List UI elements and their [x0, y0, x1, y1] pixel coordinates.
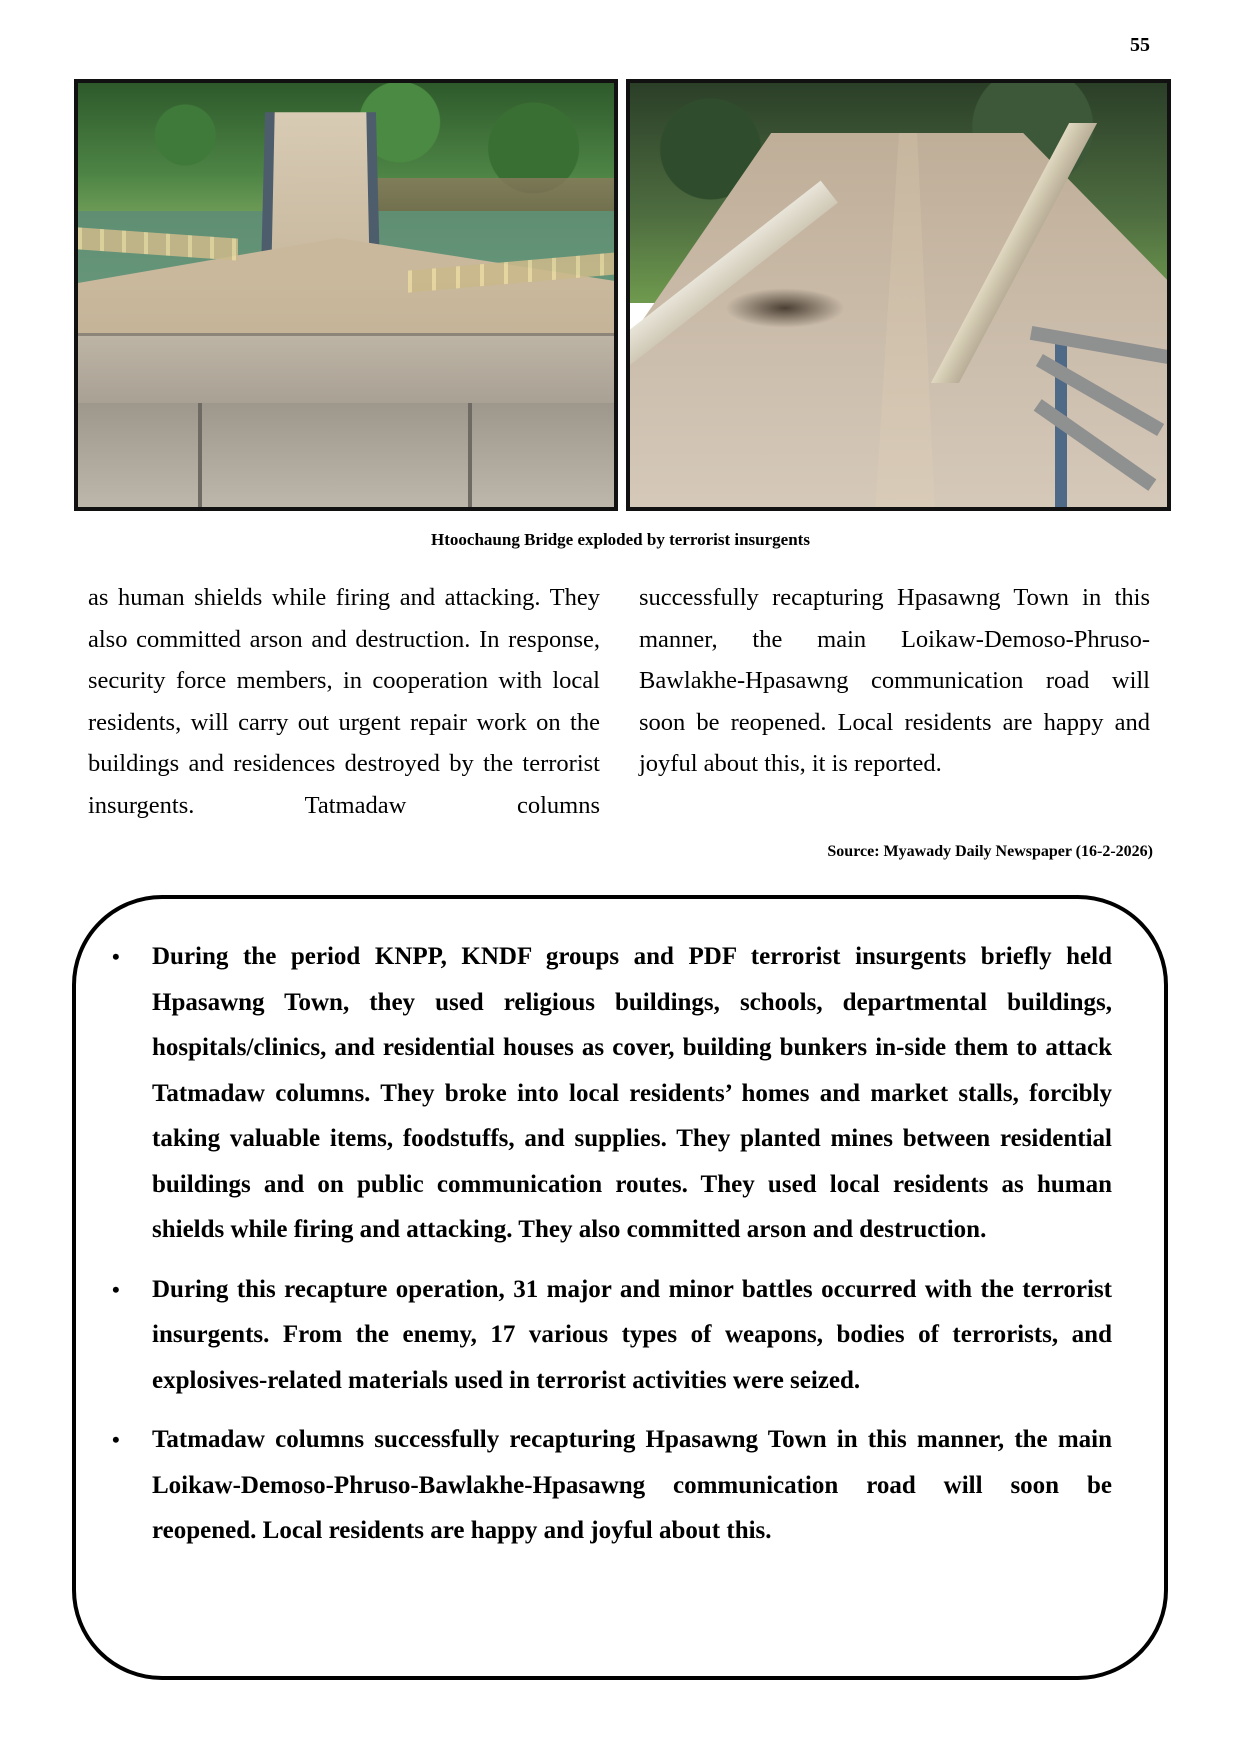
article-column-left: as human shields while firing and attacking. They also committed arson and destruction. In response, security force members, in cooperation with local residents, will carry out urgent repair work on the buildings and residences destroyed by the terrorist insurgents. Tatmadaw columns [88, 584, 600, 819]
bullet-icon: • [112, 1276, 120, 1302]
broken-concrete-slab [78, 333, 614, 406]
summary-box [72, 895, 1168, 1680]
summary-list [112, 934, 1112, 1568]
bridge-pier [78, 403, 614, 511]
summary-item-text: Tatmadaw columns successfully recapturing Hpasawng Town in this manner, the main Loikaw-Demoso-Phruso-Bawlakhe-Hpasawng communication road will soon be reopened. Local residents are happy and joyful about this. [152, 1426, 1112, 1544]
summary-item-text: During this recapture operation, 31 major and minor battles occurred with the terrorist insurgents. From the enemy, 17 various types of weapons, bodies of terrorists, and explosives-related materials used in terrorist activities were seized. [152, 1275, 1112, 1394]
bullet-icon: • [112, 1427, 120, 1452]
source-citation: Source: Myawady Daily Newspaper (16-2-2026) [827, 843, 1153, 860]
bullet-icon: • [112, 944, 120, 969]
burn-mark [725, 288, 845, 328]
article-column-right: successfully recapturing Hpasawng Town in this manner, the main Loikaw-Demoso-Phruso-Bawlakhe-Hpasawng communication road will soon be reopened. Local residents are happy and joyful about this, it is reported. [639, 584, 1150, 777]
summary-item [112, 1417, 1112, 1554]
summary-item [112, 934, 1112, 1253]
bridge-photo-right [626, 79, 1171, 511]
summary-item [112, 1267, 1112, 1404]
photo-caption: Htoochaung Bridge exploded by terrorist insurgents [431, 530, 810, 549]
bridge-photo-left [74, 79, 618, 511]
summary-item-text: During the period KNPP, KNDF groups and PDF terrorist insurgents briefly held Hpasawng Town, they used religious buildings, schools, departmental buildings, hospitals/clinics, and residential houses as cover, building bunkers in-side them to attack Tatmadaw columns. They broke into local residents’ homes and market stalls, forcibly taking valuable items, foodstuffs, and supplies. They planted mines between residential buildings and on public communication routes. They used local residents as human shields while firing and attacking. They also committed arson and destruction. [152, 943, 1112, 1243]
page-number: 55 [1130, 34, 1150, 56]
